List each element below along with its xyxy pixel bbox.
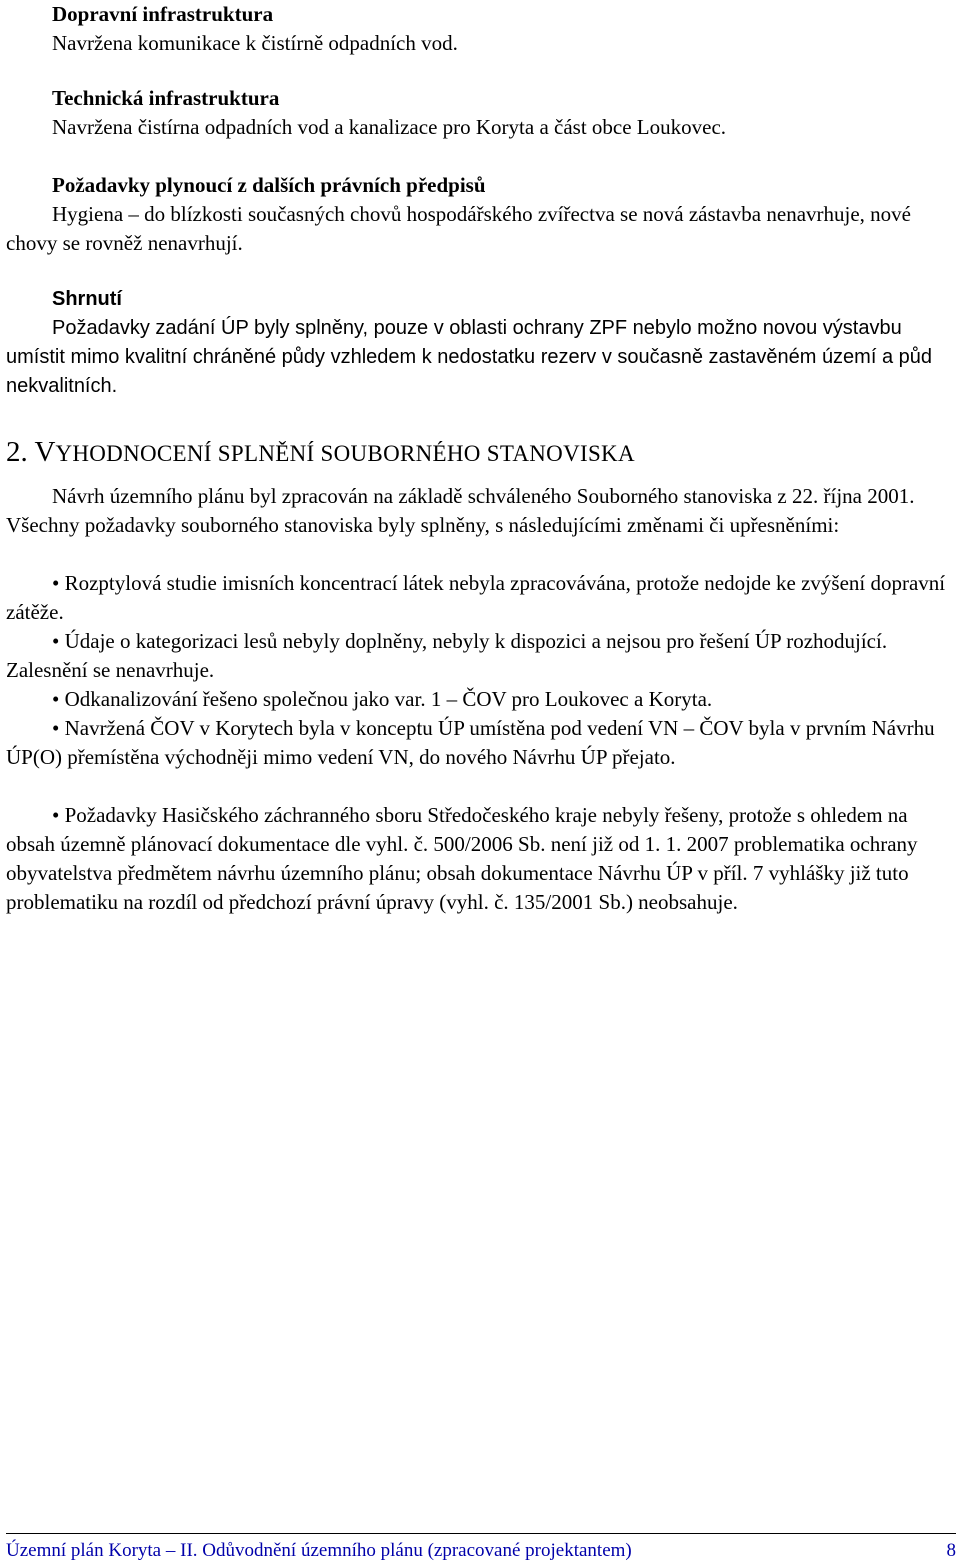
chapter-title-initial: V xyxy=(34,436,56,468)
chapter-body xyxy=(6,482,952,540)
bullet-item-3 xyxy=(6,685,952,714)
section-text: Požadavky zadání ÚP byly splněny, pouze v oblasti ochrany ZPF nebylo možno novou výstavbu umístit mimo kvalitní chráněné půdy vzhledem k nedostatku rezerv v současně zastavěném území a půd nekvalitních. xyxy=(6,317,933,397)
bullet-item-2 xyxy=(6,627,952,685)
section-heading: Technická infrastruktura xyxy=(52,86,280,110)
section-shrnuti xyxy=(6,285,952,401)
page-number: 8 xyxy=(946,1540,956,1561)
section-heading: Dopravní infrastruktura xyxy=(52,2,274,26)
section-heading: Shrnutí xyxy=(52,288,122,310)
bullet-text: • Odkanalizování řešeno společnou jako var. 1 – ČOV pro Loukovec a Koryta. xyxy=(6,685,952,714)
chapter-intro-a: Návrh územního plánu byl zpracován na základě schváleného Souborného stanoviska z 22. října 2001. xyxy=(52,484,915,508)
section-text: Navržena komunikace k čistírně odpadních vod. xyxy=(52,31,458,55)
bullet-item-4 xyxy=(6,714,952,772)
section-heading: Požadavky plynoucí z dalších právních předpisů xyxy=(52,173,486,197)
page-footer xyxy=(6,1533,956,1564)
section-text: Hygiena – do blízkosti současných chovů hospodářského zvířectva se nová zástavba nenavrhuje, nové chovy se rovněž nenavrhují. xyxy=(6,202,911,255)
chapter-intro-c: změnami či upřesněními: xyxy=(626,513,840,537)
bullet-item-1 xyxy=(6,569,952,627)
footer-title: Územní plán Koryta – II. Odůvodnění územního plánu (zpracované projektantem) xyxy=(6,1540,632,1561)
chapter-number: 2. xyxy=(6,436,28,468)
bullet-text: • Rozptylová studie imisních koncentrací látek nebyla zpracovávána, protože nedojde ke zvýšení dopravní zátěže. xyxy=(6,569,952,627)
section-pozadavky xyxy=(6,171,952,258)
section-technicka xyxy=(6,84,952,142)
chapter-intro xyxy=(6,482,952,540)
chapter-intro-b: Všechny požadavky souborného stanoviska byly splněny, s následujícími xyxy=(6,513,622,537)
section-text: Navržena čistírna odpadních vod a kanalizace pro Koryta a část obce Loukovec. xyxy=(52,115,727,139)
bullet-text: • Údaje o kategorizaci lesů nebyly doplněny, nebyly k dispozici a nejsou pro řešení ÚP rozhodující. Zalesnění se nenavrhuje. xyxy=(6,627,952,685)
chapter-heading xyxy=(6,434,635,472)
bullet-text: • Požadavky Hasičského záchranného sboru Středočeského kraje nebyly řešeny, protože s ohledem na obsah územně plánovací dokumentace dle vyhl. č. 500/2006 Sb. není již od 1. 1. 2007 problematika ochrany obyvatelstva předmětem návrhu územního plánu; obsah dokumentace Návrhu ÚP v příl. 7 vyhlášky již tuto problematiku na rozdíl od předchozí právní úpravy (vyhl. č. 135/2001 Sb.) neobsahuje. xyxy=(6,801,952,917)
bullet-item-5 xyxy=(6,801,952,917)
chapter-title: YHODNOCENÍ SPLNĚNÍ SOUBORNÉHO STANOVISKA xyxy=(55,441,635,466)
section-dopravni xyxy=(6,0,952,58)
bullet-text: • Navržená ČOV v Korytech byla v konceptu ÚP umístěna pod vedení VN – ČOV byla v prvním Návrhu ÚP(O) přemístěna východněji mimo vedení VN, do nového Návrhu ÚP přejato. xyxy=(6,714,952,772)
